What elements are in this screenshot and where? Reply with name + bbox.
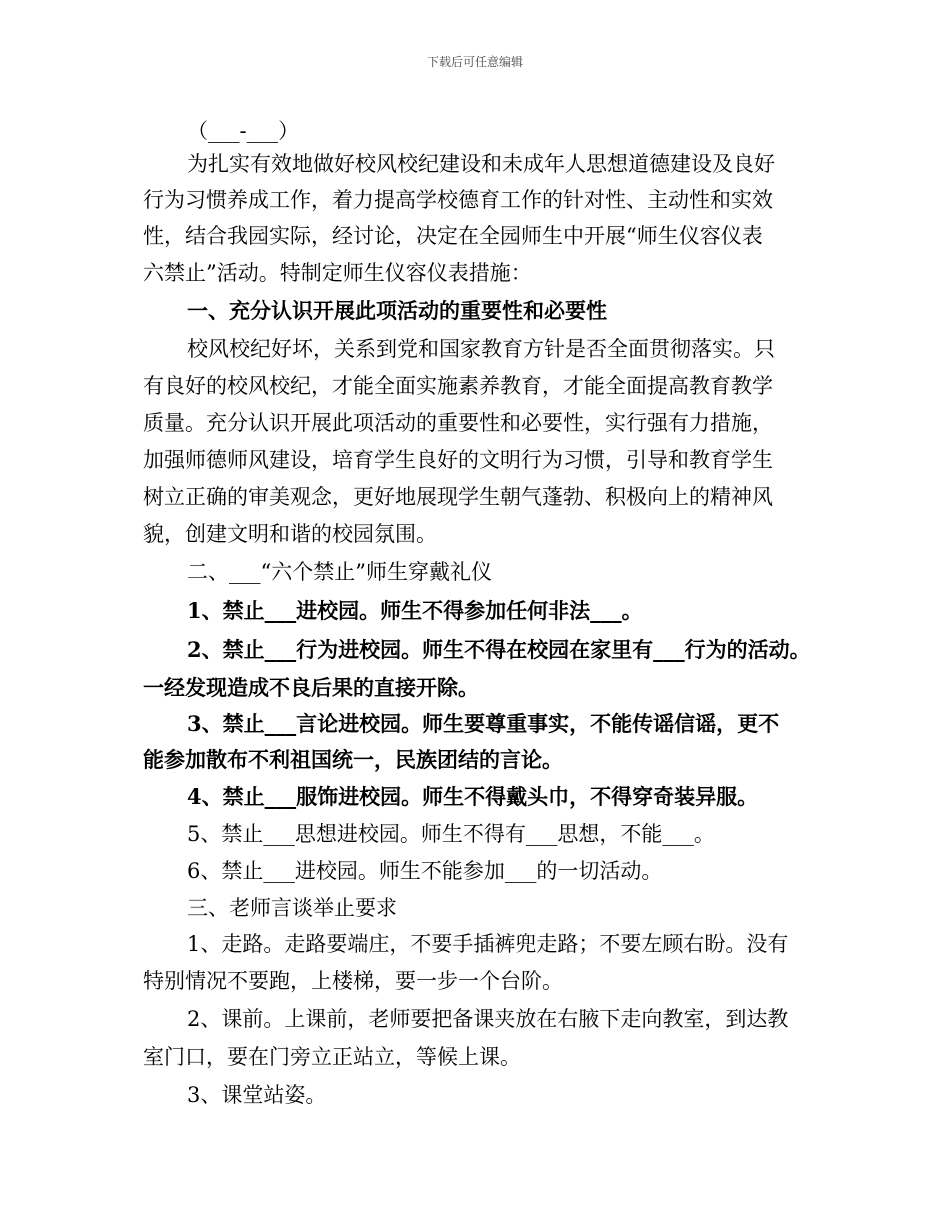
prohibition-item-3: 3、禁止___言论进校园。师生要尊重事实，不能传谣信谣，更不	[187, 711, 780, 736]
section-heading-1: 一、充分认识开展此项活动的重要性和必要性	[187, 298, 607, 323]
paragraph-line: 加强师德师风建设，培育学生良好的文明行为习惯，引导和教育学生	[143, 448, 773, 472]
requirement-item-2: 2、课前。上课前，老师要把备课夹放在右腋下走向教室，到达教	[187, 1007, 789, 1031]
prohibition-item-2-cont: 一经发现造成不良后果的直接开除。	[143, 675, 479, 700]
requirement-item-3: 3、课堂站姿。	[187, 1083, 327, 1107]
paragraph-line: 六禁止”活动。特制定师生仪容仪表措施：	[143, 261, 532, 285]
prohibition-item-1: 1、禁止___进校园。师生不得参加任何非法___。	[187, 598, 643, 623]
serial-number-line: （___-___）	[187, 119, 300, 143]
prohibition-item-3-cont: 能参加散布不利祖国统一，民族团结的言论。	[143, 747, 563, 772]
paragraph-line: 有良好的校风校纪，才能全面实施素养教育，才能全面提高教育教学	[143, 374, 773, 398]
requirement-item-1-cont: 特别情况不要跑，上楼梯，要一步一个台阶。	[143, 969, 563, 993]
page-header: 下载后可任意编辑	[426, 55, 523, 69]
paragraph-line: 性，结合我园实际，经讨论，决定在全园师生中开展“师生仪容仪表	[143, 224, 763, 248]
prohibition-item-5: 5、禁止___思想进校园。师生不得有___思想，不能___。	[187, 822, 715, 846]
requirement-item-1: 1、走路。走路要端庄，不要手插裤兜走路；不要左顾右盼。没有	[187, 932, 789, 956]
section-heading-3: 三、老师言谈举止要求	[187, 896, 397, 920]
paragraph-line: 貌，创建文明和谐的校园氛围。	[143, 522, 437, 546]
paragraph-line: 行为习惯养成工作，着力提高学校德育工作的针对性、主动性和实效	[143, 188, 773, 212]
paragraph-line: 为扎实有效地做好校风校纪建设和未成年人思想道德建设及良好	[187, 152, 775, 176]
prohibition-item-6: 6、禁止___进校园。师生不能参加___的一切活动。	[187, 859, 663, 883]
prohibition-item-2: 2、禁止___行为进校园。师生不得在校园在家里有___行为的活动。	[187, 637, 811, 662]
paragraph-line: 树立正确的审美观念，更好地展现学生朝气蓬勃、积极向上的精神风	[143, 485, 773, 509]
prohibition-item-4: 4、禁止___服饰进校园。师生不得戴头巾，不得穿奇装异服。	[187, 784, 759, 809]
paragraph-line: 质量。充分认识开展此项活动的重要性和必要性，实行强有力措施，	[143, 411, 773, 435]
paragraph-line: 校风校纪好坏，关系到党和国家教育方针是否全面贯彻落实。只	[187, 337, 775, 361]
section-heading-2: 二、___“六个禁止”师生穿戴礼仪	[187, 560, 492, 584]
requirement-item-2-cont: 室门口，要在门旁立正站立，等候上课。	[143, 1045, 521, 1069]
